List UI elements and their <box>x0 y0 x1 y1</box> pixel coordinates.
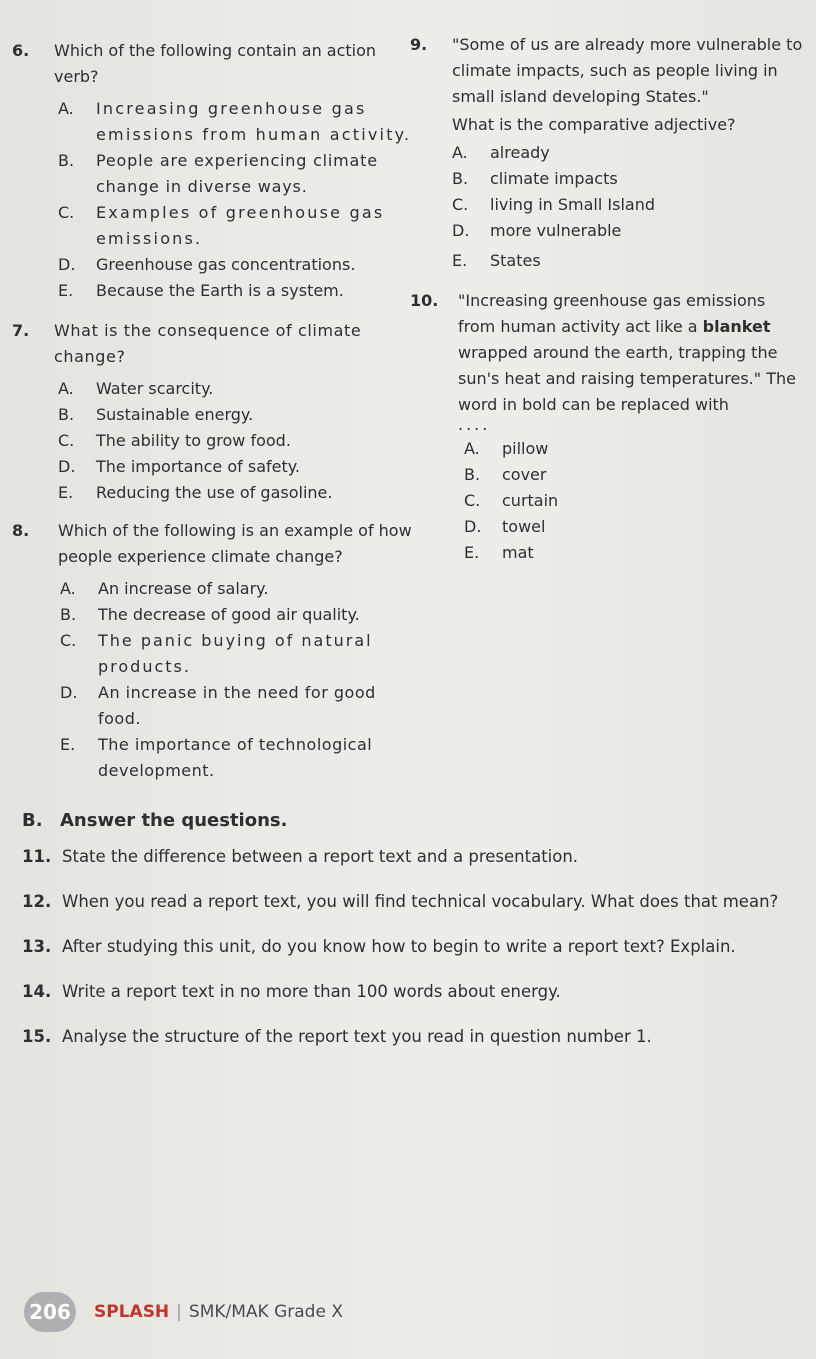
option-d: D. The importance of safety. <box>58 457 301 476</box>
option-e: E. States <box>452 251 541 270</box>
essay-question-11: 11. State the difference between a report text and a presentation. <box>22 847 579 866</box>
bold-word: blanket <box>702 317 771 336</box>
essay-question-13: 13. After studying this unit, do you know how to begin to write a report text? Explain. <box>22 937 736 956</box>
question-text: Which of the following contain an action verb? <box>54 41 377 86</box>
option-c: C. living in Small Island <box>452 195 655 214</box>
option-d: D. towel <box>464 517 546 536</box>
section-b <box>22 810 812 1068</box>
option-c: C. The panic buying of natural products. <box>60 631 373 676</box>
answer-blank: .... <box>458 415 491 434</box>
essay-question-14: 14. Write a report text in no more than 100 words about energy. <box>22 982 561 1001</box>
page-footer <box>24 1292 343 1332</box>
option-a: A. pillow <box>464 439 549 458</box>
options-10 <box>410 436 806 566</box>
question-number: 10. <box>410 291 439 310</box>
question-text: Which of the following is an example of how people experience climate change? <box>58 521 412 566</box>
option-a: A. Increasing greenhouse gas emissions from human activity. <box>58 99 412 144</box>
option-c: C. curtain <box>464 491 559 510</box>
question-number: 6. <box>12 41 30 60</box>
question-text: What is the consequence of climate change? <box>54 321 362 366</box>
essay-question-12: 12. When you read a report text, you will find technical vocabulary. What does that mean? <box>22 892 779 911</box>
section-title: B. Answer the questions. <box>22 810 288 831</box>
question-prompt: What is the comparative adjective? <box>452 115 736 134</box>
option-e: E. mat <box>464 543 534 562</box>
question-number: 7. <box>12 321 30 340</box>
option-b: B. The decrease of good air quality. <box>60 605 360 624</box>
question-9 <box>410 32 806 110</box>
footer-separator: | <box>176 1302 182 1322</box>
option-d: D. Greenhouse gas concentrations. <box>58 255 356 274</box>
question-8 <box>12 518 412 570</box>
options-9 <box>410 140 806 274</box>
option-a: A. Water scarcity. <box>58 379 214 398</box>
question-10 <box>410 288 806 418</box>
option-b: B. Sustainable energy. <box>58 405 254 424</box>
option-d: D. more vulnerable <box>452 221 622 240</box>
option-c: C. The ability to grow food. <box>58 431 291 450</box>
options-6 <box>12 96 412 304</box>
option-b: B. climate impacts <box>452 169 618 188</box>
option-e: E. Because the Earth is a system. <box>58 281 344 300</box>
right-column <box>410 32 806 566</box>
page-number-badge: 206 <box>24 1292 76 1332</box>
question-number: 9. <box>410 35 428 54</box>
essay-question-15: 15. Analyse the structure of the report text you read in question number 1. <box>22 1027 652 1046</box>
options-7 <box>12 376 412 506</box>
question-6 <box>12 38 412 90</box>
question-text: "Some of us are already more vulnerable to climate impacts, such as people living in small island developing States." <box>452 35 803 106</box>
brand-name: SPLASH <box>94 1302 170 1322</box>
option-a: A. An increase of salary. <box>60 579 269 598</box>
option-b: B. People are experiencing climate change in diverse ways. <box>58 151 378 196</box>
option-a: A. already <box>452 143 550 162</box>
option-e: E. Reducing the use of gasoline. <box>58 483 333 502</box>
option-c: C. Examples of greenhouse gas emissions. <box>58 203 385 248</box>
option-b: B. cover <box>464 465 547 484</box>
option-e: E. The importance of technological development. <box>60 735 373 780</box>
option-d: D. An increase in the need for good food. <box>60 683 376 728</box>
left-column <box>12 38 412 784</box>
question-7 <box>12 318 412 370</box>
question-text: "Increasing greenhouse gas emissions from human activity act like a blanket wrapped around the earth, trapping the sun's heat and raising temperatures." The word in bold can be replaced with <box>458 291 796 414</box>
grade-label: SMK/MAK Grade X <box>188 1302 343 1322</box>
options-8 <box>12 576 412 784</box>
question-number: 8. <box>12 521 30 540</box>
